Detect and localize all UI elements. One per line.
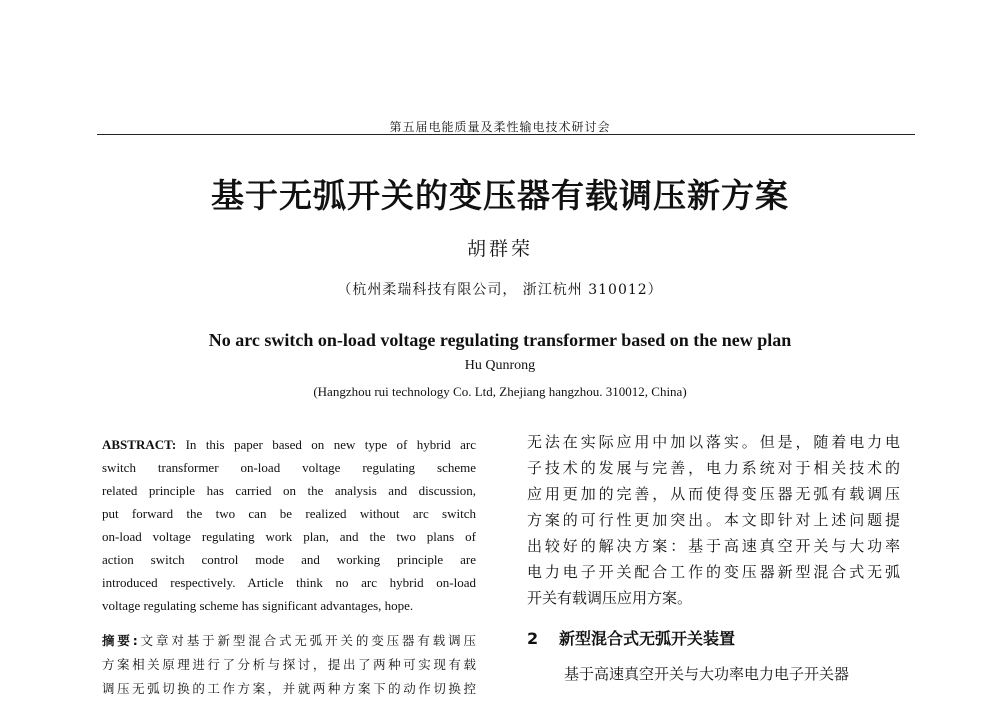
conference-header: 第五届电能质量及柔性输电技术研讨会 <box>389 120 611 134</box>
body-line: 开关有载调压应用方案。 <box>527 589 693 607</box>
abstract-cn-line: 调压无弧切换的工作方案，并就两种方案下的动作切换控 <box>102 681 476 696</box>
abstract-en-text: In this paper based on new type of hybrid arc <box>185 437 476 452</box>
affiliation-en: (Hangzhou rui technology Co. Ltd, Zhejiang hangzhou. 310012, China) <box>313 384 687 399</box>
affiliation-cn: （杭州柔瑞科技有限公司， 浙江杭州 310012） <box>337 282 663 298</box>
author-en: Hu Qunrong <box>464 358 536 373</box>
left-column <box>102 433 476 701</box>
body-line: 出较好的解决方案：基于高速真空开关与大功率 <box>527 537 900 555</box>
section-heading <box>527 627 900 651</box>
abstract-cn-line <box>102 629 476 653</box>
abstract-en-line: action switch control mode and working principle are <box>102 552 476 567</box>
paper-title-en: No arc switch on-load voltage regulating transformer based on the new plan <box>208 330 792 350</box>
body-line: 应用更加的完善，从而使得变压器无弧有载调压 <box>527 485 900 503</box>
abstract-cn-text: 文章对基于新型混合式无弧开关的变压器有载调压 <box>137 633 476 648</box>
abstract-en-line: put forward the two can be realized without arc switch <box>102 506 476 521</box>
abstract-en-line: switch transformer on-load voltage regulating scheme <box>102 460 476 475</box>
abstract-cn-line: 方案相关原理进行了分析与探讨，提出了两种可实现有载 <box>102 657 476 672</box>
section-number: 2 <box>527 629 539 648</box>
abstract-en-line: voltage regulating scheme has significant advantages, hope. <box>102 598 414 613</box>
body-line: 无法在实际应用中加以落实。但是，随着电力电 <box>527 433 900 451</box>
body-line: 方案的可行性更加突出。本文即针对上述问题提 <box>527 511 900 529</box>
section-first-line: 基于高速真空开关与大功率电力电子开关器 <box>564 665 850 683</box>
right-column <box>527 429 900 687</box>
abstract-en-line: introduced respectively. Article think no arc hybrid on-load <box>102 575 476 590</box>
body-line: 电力电子开关配合工作的变压器新型混合式无弧 <box>527 563 900 581</box>
abstract-cn-label: 摘要: <box>102 633 138 648</box>
author-cn: 胡群荣 <box>466 238 533 260</box>
header-rule <box>97 134 915 135</box>
abstract-en-line <box>102 433 476 456</box>
body-line: 子技术的发展与完善，电力系统对于相关技术的 <box>527 459 900 477</box>
abstract-en-line: related principle has carried on the analysis and discussion, <box>102 483 476 498</box>
paper-title-cn: 基于无弧开关的变压器有载调压新方案 <box>211 176 789 215</box>
abstract-en-label: ABSTRACT: <box>102 437 177 452</box>
abstract-en <box>102 433 476 617</box>
abstract-cn <box>102 629 476 701</box>
section-title: 新型混合式无弧开关装置 <box>559 629 736 648</box>
abstract-en-line: on-load voltage regulating work plan, and the two plans of <box>102 529 476 544</box>
